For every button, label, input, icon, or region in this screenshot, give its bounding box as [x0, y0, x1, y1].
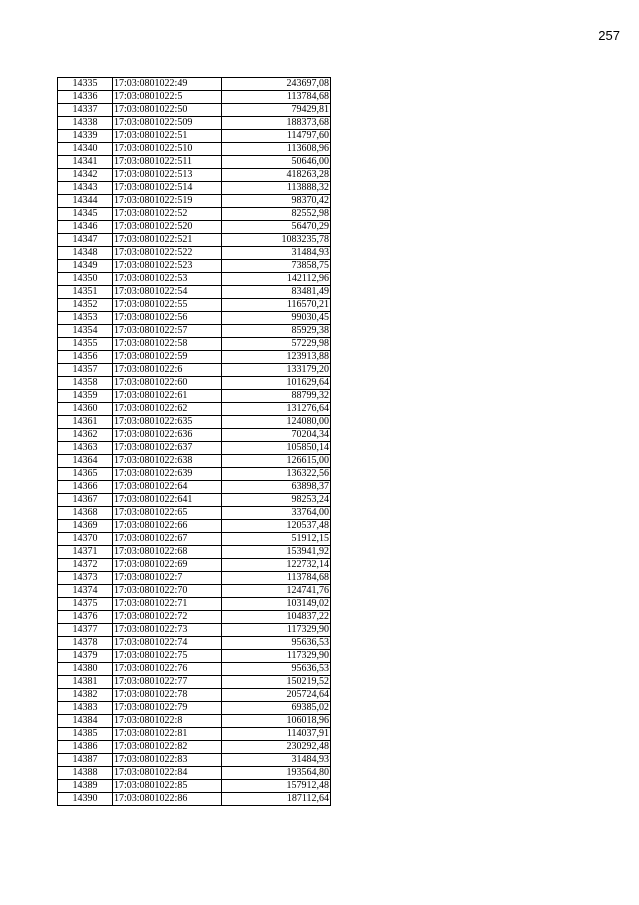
table-row: [58, 494, 331, 507]
table-row: [58, 702, 331, 715]
cadastral-value-cell: 124080,00: [222, 416, 331, 429]
cadastral-value-cell: 56470,29: [222, 221, 331, 234]
cadastral-value-cell: 193564,80: [222, 767, 331, 780]
row-number-cell: 14336: [58, 91, 113, 104]
cadastral-number-cell: 17:03:0801022:56: [113, 312, 222, 325]
cadastral-value-cell: 103149,02: [222, 598, 331, 611]
cadastral-value-cell: 51912,15: [222, 533, 331, 546]
cadastral-number-cell: 17:03:0801022:83: [113, 754, 222, 767]
row-number-cell: 14367: [58, 494, 113, 507]
cadastral-number-cell: 17:03:0801022:520: [113, 221, 222, 234]
row-number-cell: 14368: [58, 507, 113, 520]
table-row: [58, 650, 331, 663]
cadastral-value-cell: 126615,00: [222, 455, 331, 468]
cadastral-value-cell: 243697,08: [222, 78, 331, 91]
cadastral-number-cell: 17:03:0801022:638: [113, 455, 222, 468]
cadastral-value-cell: 114797,60: [222, 130, 331, 143]
row-number-cell: 14384: [58, 715, 113, 728]
table-row: [58, 507, 331, 520]
table-row: [58, 156, 331, 169]
cadastral-number-cell: 17:03:0801022:85: [113, 780, 222, 793]
cadastral-value-cell: 153941,92: [222, 546, 331, 559]
cadastral-value-cell: 69385,02: [222, 702, 331, 715]
row-number-cell: 14362: [58, 429, 113, 442]
table-row: [58, 182, 331, 195]
row-number-cell: 14386: [58, 741, 113, 754]
row-number-cell: 14370: [58, 533, 113, 546]
table-row: [58, 598, 331, 611]
cadastral-number-cell: 17:03:0801022:54: [113, 286, 222, 299]
row-number-cell: 14375: [58, 598, 113, 611]
cadastral-value-cell: 113784,68: [222, 91, 331, 104]
cadastral-value-cell: 33764,00: [222, 507, 331, 520]
cadastral-number-cell: 17:03:0801022:72: [113, 611, 222, 624]
cadastral-number-cell: 17:03:0801022:58: [113, 338, 222, 351]
cadastral-value-cell: 70204,34: [222, 429, 331, 442]
table-row: [58, 338, 331, 351]
row-number-cell: 14376: [58, 611, 113, 624]
cadastral-number-cell: 17:03:0801022:511: [113, 156, 222, 169]
cadastral-value-table: [57, 77, 331, 806]
row-number-cell: 14374: [58, 585, 113, 598]
cadastral-number-cell: 17:03:0801022:635: [113, 416, 222, 429]
table-row: [58, 364, 331, 377]
table-row: [58, 195, 331, 208]
row-number-cell: 14369: [58, 520, 113, 533]
cadastral-number-cell: 17:03:0801022:519: [113, 195, 222, 208]
row-number-cell: 14347: [58, 234, 113, 247]
cadastral-value-cell: 117329,90: [222, 650, 331, 663]
cadastral-value-cell: 85929,38: [222, 325, 331, 338]
row-number-cell: 14351: [58, 286, 113, 299]
row-number-cell: 14335: [58, 78, 113, 91]
cadastral-number-cell: 17:03:0801022:509: [113, 117, 222, 130]
cadastral-value-cell: 82552,98: [222, 208, 331, 221]
row-number-cell: 14357: [58, 364, 113, 377]
cadastral-number-cell: 17:03:0801022:65: [113, 507, 222, 520]
table-row: [58, 663, 331, 676]
cadastral-number-cell: 17:03:0801022:77: [113, 676, 222, 689]
cadastral-value-cell: 83481,49: [222, 286, 331, 299]
cadastral-value-cell: 50646,00: [222, 156, 331, 169]
row-number-cell: 14341: [58, 156, 113, 169]
cadastral-number-cell: 17:03:0801022:513: [113, 169, 222, 182]
cadastral-number-cell: 17:03:0801022:55: [113, 299, 222, 312]
row-number-cell: 14383: [58, 702, 113, 715]
cadastral-number-cell: 17:03:0801022:51: [113, 130, 222, 143]
cadastral-value-cell: 136322,56: [222, 468, 331, 481]
row-number-cell: 14346: [58, 221, 113, 234]
table-row: [58, 559, 331, 572]
row-number-cell: 14353: [58, 312, 113, 325]
cadastral-number-cell: 17:03:0801022:66: [113, 520, 222, 533]
cadastral-value-cell: 79429,81: [222, 104, 331, 117]
cadastral-value-cell: 114037,91: [222, 728, 331, 741]
table-row: [58, 104, 331, 117]
cadastral-value-cell: 122732,14: [222, 559, 331, 572]
cadastral-value-cell: 117329,90: [222, 624, 331, 637]
cadastral-number-cell: 17:03:0801022:49: [113, 78, 222, 91]
cadastral-value-cell: 106018,96: [222, 715, 331, 728]
table-row: [58, 91, 331, 104]
cadastral-value-cell: 105850,14: [222, 442, 331, 455]
table-row: [58, 715, 331, 728]
cadastral-number-cell: 17:03:0801022:61: [113, 390, 222, 403]
cadastral-number-cell: 17:03:0801022:6: [113, 364, 222, 377]
row-number-cell: 14380: [58, 663, 113, 676]
cadastral-number-cell: 17:03:0801022:52: [113, 208, 222, 221]
cadastral-number-cell: 17:03:0801022:82: [113, 741, 222, 754]
cadastral-number-cell: 17:03:0801022:59: [113, 351, 222, 364]
cadastral-value-cell: 418263,28: [222, 169, 331, 182]
cadastral-number-cell: 17:03:0801022:74: [113, 637, 222, 650]
row-number-cell: 14355: [58, 338, 113, 351]
table-row: [58, 208, 331, 221]
cadastral-number-cell: 17:03:0801022:641: [113, 494, 222, 507]
row-number-cell: 14378: [58, 637, 113, 650]
table-row: [58, 351, 331, 364]
table-row: [58, 572, 331, 585]
table-row: [58, 130, 331, 143]
cadastral-number-cell: 17:03:0801022:68: [113, 546, 222, 559]
row-number-cell: 14360: [58, 403, 113, 416]
table-row: [58, 689, 331, 702]
row-number-cell: 14350: [58, 273, 113, 286]
cadastral-value-cell: 31484,93: [222, 754, 331, 767]
table-row: [58, 325, 331, 338]
table-row: [58, 676, 331, 689]
table-row: [58, 793, 331, 806]
table-row: [58, 247, 331, 260]
table-row: [58, 416, 331, 429]
cadastral-number-cell: 17:03:0801022:639: [113, 468, 222, 481]
table-row: [58, 520, 331, 533]
row-number-cell: 14377: [58, 624, 113, 637]
cadastral-number-cell: 17:03:0801022:64: [113, 481, 222, 494]
cadastral-value-cell: 113888,32: [222, 182, 331, 195]
row-number-cell: 14363: [58, 442, 113, 455]
table-row: [58, 767, 331, 780]
row-number-cell: 14343: [58, 182, 113, 195]
cadastral-number-cell: 17:03:0801022:79: [113, 702, 222, 715]
row-number-cell: 14365: [58, 468, 113, 481]
cadastral-number-cell: 17:03:0801022:50: [113, 104, 222, 117]
row-number-cell: 14342: [58, 169, 113, 182]
table-row: [58, 390, 331, 403]
cadastral-value-cell: 1083235,78: [222, 234, 331, 247]
cadastral-number-cell: 17:03:0801022:60: [113, 377, 222, 390]
table-row: [58, 533, 331, 546]
row-number-cell: 14352: [58, 299, 113, 312]
row-number-cell: 14345: [58, 208, 113, 221]
cadastral-number-cell: 17:03:0801022:510: [113, 143, 222, 156]
cadastral-value-cell: 101629,64: [222, 377, 331, 390]
cadastral-value-cell: 230292,48: [222, 741, 331, 754]
cadastral-number-cell: 17:03:0801022:78: [113, 689, 222, 702]
table-row: [58, 442, 331, 455]
cadastral-value-cell: 95636,53: [222, 637, 331, 650]
cadastral-number-cell: 17:03:0801022:81: [113, 728, 222, 741]
cadastral-value-cell: 133179,20: [222, 364, 331, 377]
row-number-cell: 14379: [58, 650, 113, 663]
cadastral-value-cell: 187112,64: [222, 793, 331, 806]
cadastral-value-cell: 157912,48: [222, 780, 331, 793]
cadastral-number-cell: 17:03:0801022:523: [113, 260, 222, 273]
row-number-cell: 14359: [58, 390, 113, 403]
row-number-cell: 14348: [58, 247, 113, 260]
row-number-cell: 14338: [58, 117, 113, 130]
cadastral-number-cell: 17:03:0801022:71: [113, 598, 222, 611]
page-number: 257: [598, 28, 620, 43]
table-row: [58, 117, 331, 130]
cadastral-number-cell: 17:03:0801022:75: [113, 650, 222, 663]
cadastral-value-cell: 98253,24: [222, 494, 331, 507]
row-number-cell: 14358: [58, 377, 113, 390]
cadastral-number-cell: 17:03:0801022:514: [113, 182, 222, 195]
table-row: [58, 377, 331, 390]
table-row: [58, 780, 331, 793]
table-row: [58, 728, 331, 741]
cadastral-value-cell: 57229,98: [222, 338, 331, 351]
cadastral-value-cell: 150219,52: [222, 676, 331, 689]
table-row: [58, 312, 331, 325]
table-row: [58, 286, 331, 299]
cadastral-value-cell: 31484,93: [222, 247, 331, 260]
row-number-cell: 14389: [58, 780, 113, 793]
row-number-cell: 14364: [58, 455, 113, 468]
cadastral-number-cell: 17:03:0801022:8: [113, 715, 222, 728]
table-row: [58, 624, 331, 637]
row-number-cell: 14349: [58, 260, 113, 273]
table-row: [58, 234, 331, 247]
table-row: [58, 546, 331, 559]
cadastral-number-cell: 17:03:0801022:70: [113, 585, 222, 598]
cadastral-number-cell: 17:03:0801022:7: [113, 572, 222, 585]
table-row: [58, 741, 331, 754]
row-number-cell: 14344: [58, 195, 113, 208]
row-number-cell: 14340: [58, 143, 113, 156]
row-number-cell: 14382: [58, 689, 113, 702]
table-row: [58, 403, 331, 416]
table-row: [58, 78, 331, 91]
cadastral-value-cell: 88799,32: [222, 390, 331, 403]
cadastral-value-cell: 63898,37: [222, 481, 331, 494]
table-row: [58, 221, 331, 234]
table-row: [58, 481, 331, 494]
row-number-cell: 14337: [58, 104, 113, 117]
row-number-cell: 14361: [58, 416, 113, 429]
row-number-cell: 14387: [58, 754, 113, 767]
cadastral-value-cell: 104837,22: [222, 611, 331, 624]
cadastral-number-cell: 17:03:0801022:5: [113, 91, 222, 104]
table-row: [58, 260, 331, 273]
table-row: [58, 143, 331, 156]
row-number-cell: 14356: [58, 351, 113, 364]
cadastral-value-cell: 131276,64: [222, 403, 331, 416]
table-row: [58, 585, 331, 598]
row-number-cell: 14388: [58, 767, 113, 780]
cadastral-value-cell: 116570,21: [222, 299, 331, 312]
cadastral-value-cell: 73858,75: [222, 260, 331, 273]
row-number-cell: 14381: [58, 676, 113, 689]
table-row: [58, 455, 331, 468]
table-body: [58, 78, 331, 806]
row-number-cell: 14366: [58, 481, 113, 494]
table-row: [58, 273, 331, 286]
cadastral-number-cell: 17:03:0801022:57: [113, 325, 222, 338]
cadastral-number-cell: 17:03:0801022:86: [113, 793, 222, 806]
table-row: [58, 299, 331, 312]
cadastral-value-cell: 113784,68: [222, 572, 331, 585]
row-number-cell: 14339: [58, 130, 113, 143]
cadastral-value-cell: 205724,64: [222, 689, 331, 702]
row-number-cell: 14385: [58, 728, 113, 741]
cadastral-number-cell: 17:03:0801022:62: [113, 403, 222, 416]
cadastral-number-cell: 17:03:0801022:53: [113, 273, 222, 286]
row-number-cell: 14373: [58, 572, 113, 585]
row-number-cell: 14371: [58, 546, 113, 559]
table-row: [58, 637, 331, 650]
table-row: [58, 429, 331, 442]
table-row: [58, 754, 331, 767]
cadastral-value-cell: 99030,45: [222, 312, 331, 325]
cadastral-value-cell: 120537,48: [222, 520, 331, 533]
cadastral-value-cell: 98370,42: [222, 195, 331, 208]
table-row: [58, 468, 331, 481]
cadastral-value-cell: 124741,76: [222, 585, 331, 598]
cadastral-number-cell: 17:03:0801022:637: [113, 442, 222, 455]
cadastral-number-cell: 17:03:0801022:73: [113, 624, 222, 637]
cadastral-number-cell: 17:03:0801022:76: [113, 663, 222, 676]
row-number-cell: 14390: [58, 793, 113, 806]
cadastral-number-cell: 17:03:0801022:521: [113, 234, 222, 247]
cadastral-number-cell: 17:03:0801022:522: [113, 247, 222, 260]
cadastral-value-cell: 142112,96: [222, 273, 331, 286]
cadastral-value-cell: 188373,68: [222, 117, 331, 130]
table-row: [58, 169, 331, 182]
row-number-cell: 14354: [58, 325, 113, 338]
row-number-cell: 14372: [58, 559, 113, 572]
cadastral-number-cell: 17:03:0801022:69: [113, 559, 222, 572]
cadastral-value-cell: 123913,88: [222, 351, 331, 364]
cadastral-value-cell: 113608,96: [222, 143, 331, 156]
table-row: [58, 611, 331, 624]
cadastral-number-cell: 17:03:0801022:84: [113, 767, 222, 780]
cadastral-number-cell: 17:03:0801022:636: [113, 429, 222, 442]
cadastral-number-cell: 17:03:0801022:67: [113, 533, 222, 546]
cadastral-value-cell: 95636,53: [222, 663, 331, 676]
